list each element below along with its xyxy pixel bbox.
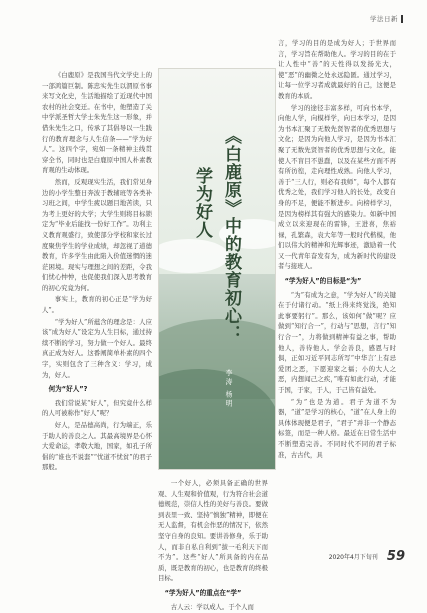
paragraph: 学习的途径丰富多样，可向书本学，向他人学，向模样学，向日本学习，是因为书本汇聚了无数先贤智者的优秀思想与文化；是因为向他人学习，是因为书本汇聚了无数先贤智者的优秀思想与文化，能使人不盲目不愚蠢，以及在某些方面不再有所彷徨，走向理性成熟。向他人学习，善于“三人行，则必有我师”，每个人都有优秀之处，我们学习他人的长处，改变自身的不足，便能不断进步。向榜样学习，是因为榜样其有强大的感染力。如新中国成立以来迎现在的雷锋，王进喜，焦裕禄，孔繁森，袁大年等一般时代楷模，他们以伟大的精神和光辉事迹，激励着一代又一代青年奋发有为，成为新时代的建设者与接班人。 (278, 103, 396, 271)
paragraph: “学为好人”所蕴含的理念是：人应该“成为好人”设定为人生目标，通过持续不断的学习，努力做一个好人。最终真正成为好人。这番阐简单朴素的四个字，实则包含了三种含义：学习，成为，好人。 (42, 317, 152, 379)
paragraph: “为”有成为之意，“学为好人”的关键在于付诸行动。“纸上得来终觉浅，绝知此事要躬行”。那么，该如何“做”呢？应做到“知行合一”，行动与“思想，言行”知行合一”，力将做到精神有益之事，帮助他人，善待他人。学会善良，感恩与时俱，正如习近平同志所写“中华言’上有忌爱团之恶，下愿迎家之福；小的大人之恶，内想闻己之疾，”唯有如此行动，才能于国，于家，于人，于己皆有益处。 (278, 290, 396, 394)
issue-date: 2020年4月下旬刊 (328, 554, 378, 561)
paragraph: “为”也是为道。君子为道不为器，“道”是学习的核心，“道”在人身上的具体体现便是君子，“君子”并非一个静态标签，而是一种人格。最近在日常生活中不断塑造完善。不同时代不同的君子标准，古古代，具 (278, 397, 396, 459)
feature-title-sub: 学为好人 (192, 167, 212, 239)
page-footer (329, 546, 405, 565)
paragraph: 然而，反观现实生活，我们常见身边的小学生整日奔波于教辅班等各类补习班之间，中学生疲以题目地苦读，只为考上更好的大学；大学生则将目标锁定为“毕业后能找一份好工作”。功利主义教育观盛行，致使部分学校和家长过度聚焦学生的学业成绩，却忽视了道德教育，许多学生由此陷入价值迷惘的迷茫困境。现实与理想之间的差距，令我们忧心忡忡，也促使我们深入思考教育的初心究竟为何。 (42, 177, 152, 292)
paragraph: 好人，是品德高尚，行为端正，乐于助人的善良之人。其最高境界是心怀大爱命运，孝敬大地，国家，如孔子所倡的“谁也不说套”“忧道不忧贫”的君子那般。 (42, 421, 152, 472)
left-column (42, 70, 152, 474)
section-heading: “学为好人”的重点在“学” (164, 588, 242, 597)
paragraph: 我们常说某“好人”，但究竟什么样的人可被称作“好人”呢？ (42, 398, 152, 418)
paragraph: 《白鹿原》是我国当代文学史上的一部鸿篇巨制。陈忠实先生以渭原书事来写文化史，生活地描绘了近现代中国农村的社会变迁。在书中，他塑造了关中学派圣哲大学士朱先生这一形象，并借朱先生之口，传承了其倡导以一生践行的教育理念与人生信条——“学为好人”。这四个字，宛如一条精神主线贯穿全书，同时也是白鹿原中国人朴素教育观的生动体现。 (42, 71, 152, 175)
feature-illustration (158, 68, 276, 470)
paragraph: 言，学习的目的是成为好人；于世界而言，学习旨在帮助他人。学习的目的在于让人性中“善”的天性得以发扬光大，使“恶”的幽微之处永远隐匿。通过学习，让每一位学习者成就最好的自己，这便是教育的本质。 (278, 39, 396, 100)
paragraph: 一个好人，必须具备正确的世界观、人生观和价值观，行为符合社会道德规范，崇信人性的美好与善良。要做到表里一致、坚持“慎独”精神，即便在无人监督，有机会作恶的情况下，依然坚守自身的良知。要讲善修身，乐于助人，而非自私自利到“拔一毛利天下而不为”。这些“好人”所具备的内在品质，既是教育的初心，也是教育的终极目标。 (158, 479, 268, 583)
paragraph: 古人云：学以成人。于个人而 (170, 602, 254, 611)
paragraph: 事实上，教育的初心正是“学为好人”。 (42, 295, 152, 315)
feature-title-main: 《白鹿原》中的教育初心： (221, 127, 241, 343)
page-number: 59 (386, 549, 405, 564)
right-column (278, 38, 396, 461)
column-tag-bar (401, 15, 403, 23)
section-heading: “学为好人”的目标是“为” (284, 277, 362, 286)
feature-title (159, 127, 275, 357)
middle-column (158, 478, 268, 613)
column-tag: 学法日新 (370, 14, 403, 23)
author-byline: 李涛 杨明 (224, 369, 232, 409)
section-heading: 何为“好人”? (48, 385, 88, 394)
